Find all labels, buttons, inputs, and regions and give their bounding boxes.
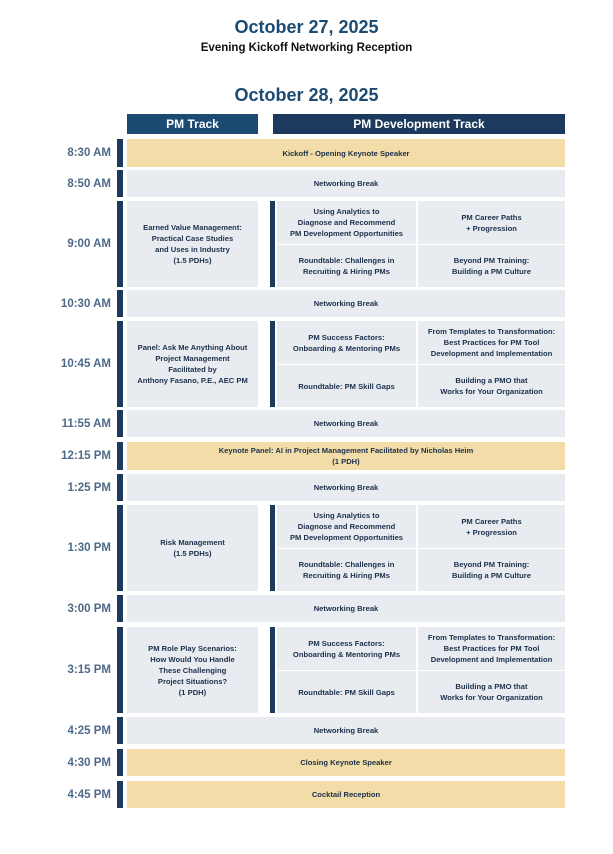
dev-track-session: Roundtable: PM Skill Gaps: [277, 365, 416, 407]
pm-track-session: Earned Value Management: Practical Case Studies and Uses in Industry (1.5 PDHs): [127, 201, 258, 287]
time-label: 9:00 AM: [67, 238, 111, 250]
time-label: 3:00 PM: [67, 602, 111, 615]
dev-track-session: PM Career Paths + Progression: [418, 201, 565, 244]
session-full-width: Networking Break: [127, 290, 565, 317]
track-header-dev: PM Development Track: [273, 114, 565, 134]
schedule-row: [0, 627, 613, 713]
row-accent-bar: [117, 474, 123, 501]
schedule-row: [0, 505, 613, 591]
dev-track-session: PM Success Factors: Onboarding & Mentoring PMs: [277, 627, 416, 670]
row-accent-bar: [117, 321, 123, 407]
time-label: 8:50 AM: [67, 177, 111, 190]
session-full-width: Kickoff - Opening Keynote Speaker: [127, 139, 565, 167]
session-full-width: Cocktail Reception: [127, 781, 565, 808]
row-accent-bar: [117, 170, 123, 197]
schedule-row: [0, 749, 613, 776]
row-accent-bar: [117, 781, 123, 808]
dev-track-session: Roundtable: PM Skill Gaps: [277, 671, 416, 713]
row-accent-bar: [117, 749, 123, 776]
dev-track-accent-bar: [270, 627, 275, 713]
date-heading-oct-27: October 27, 2025: [234, 17, 379, 37]
time-label: 4:25 PM: [67, 724, 111, 737]
schedule-row: [0, 321, 613, 407]
time-label: 4:45 PM: [67, 788, 111, 801]
row-accent-bar: [117, 139, 123, 167]
dev-track-session: From Templates to Transformation: Best Practices for PM Tool Development and Implementation: [418, 627, 565, 670]
row-accent-bar: [117, 717, 123, 744]
time-label: 3:15 PM: [67, 664, 111, 676]
date-heading-oct-28: October 28, 2025: [234, 85, 379, 105]
pm-track-session: Risk Management (1.5 PDHs): [127, 505, 258, 591]
event-subtitle: Evening Kickoff Networking Reception: [200, 42, 413, 54]
row-accent-bar: [117, 290, 123, 317]
dev-track-session: Building a PMO that Works for Your Organization: [418, 671, 565, 713]
schedule-row: [0, 781, 613, 808]
session-full-width: Closing Keynote Speaker: [127, 749, 565, 776]
schedule-row: [0, 410, 613, 437]
session-full-width: Networking Break: [127, 595, 565, 622]
dev-track-session: Using Analytics to Diagnose and Recommend PM Development Opportunities: [277, 201, 416, 244]
session-full-width: Networking Break: [127, 717, 565, 744]
schedule-row: [0, 717, 613, 744]
dev-track-accent-bar: [270, 201, 275, 287]
dev-track-session: Beyond PM Training: Building a PM Culture: [418, 245, 565, 287]
dev-track-session: Beyond PM Training: Building a PM Culture: [418, 549, 565, 591]
schedule-row: [0, 595, 613, 622]
dev-track-session: Roundtable: Challenges in Recruiting & Hiring PMs: [277, 245, 416, 287]
row-accent-bar: [117, 595, 123, 622]
session-full-width: Networking Break: [127, 410, 565, 437]
session-full-width: Keynote Panel: AI in Project Management Facilitated by Nicholas Heim (1 PDH): [127, 442, 565, 470]
dev-track-session: PM Success Factors: Onboarding & Mentoring PMs: [277, 321, 416, 364]
time-label: 12:15 PM: [61, 450, 111, 462]
dev-track-accent-bar: [270, 505, 275, 591]
row-accent-bar: [117, 201, 123, 287]
schedule-row: [0, 201, 613, 287]
dev-track-session: Building a PMO that Works for Your Organization: [418, 365, 565, 407]
dev-track-session: Using Analytics to Diagnose and Recommend PM Development Opportunities: [277, 505, 416, 548]
dev-track-session: Roundtable: Challenges in Recruiting & Hiring PMs: [277, 549, 416, 591]
session-full-width: Networking Break: [127, 170, 565, 197]
session-full-width: Networking Break: [127, 474, 565, 501]
time-label: 1:30 PM: [67, 542, 111, 554]
time-label: 1:25 PM: [67, 481, 111, 494]
time-label: 10:30 AM: [60, 297, 111, 310]
row-accent-bar: [117, 410, 123, 437]
time-label: 10:45 AM: [60, 358, 111, 370]
schedule-row: [0, 442, 613, 470]
dev-track-session: From Templates to Transformation: Best Practices for PM Tool Development and Implementation: [418, 321, 565, 364]
time-label: 4:30 PM: [67, 756, 111, 769]
pm-track-session: PM Role Play Scenarios: How Would You Handle These Challenging Project Situations? (1 PDH): [127, 627, 258, 713]
schedule-row: [0, 474, 613, 501]
schedule-row: [0, 170, 613, 197]
schedule-row: [0, 290, 613, 317]
pm-track-session: Panel: Ask Me Anything About Project Management Facilitated by Anthony Fasano, P.E., AEC PM: [127, 321, 258, 407]
track-header-pm: PM Track: [127, 114, 258, 134]
time-label: 8:30 AM: [67, 147, 111, 159]
row-accent-bar: [117, 505, 123, 591]
dev-track-accent-bar: [270, 321, 275, 407]
schedule-row: [0, 139, 613, 167]
row-accent-bar: [117, 442, 123, 470]
row-accent-bar: [117, 627, 123, 713]
dev-track-session: PM Career Paths + Progression: [418, 505, 565, 548]
time-label: 11:55 AM: [61, 417, 111, 430]
